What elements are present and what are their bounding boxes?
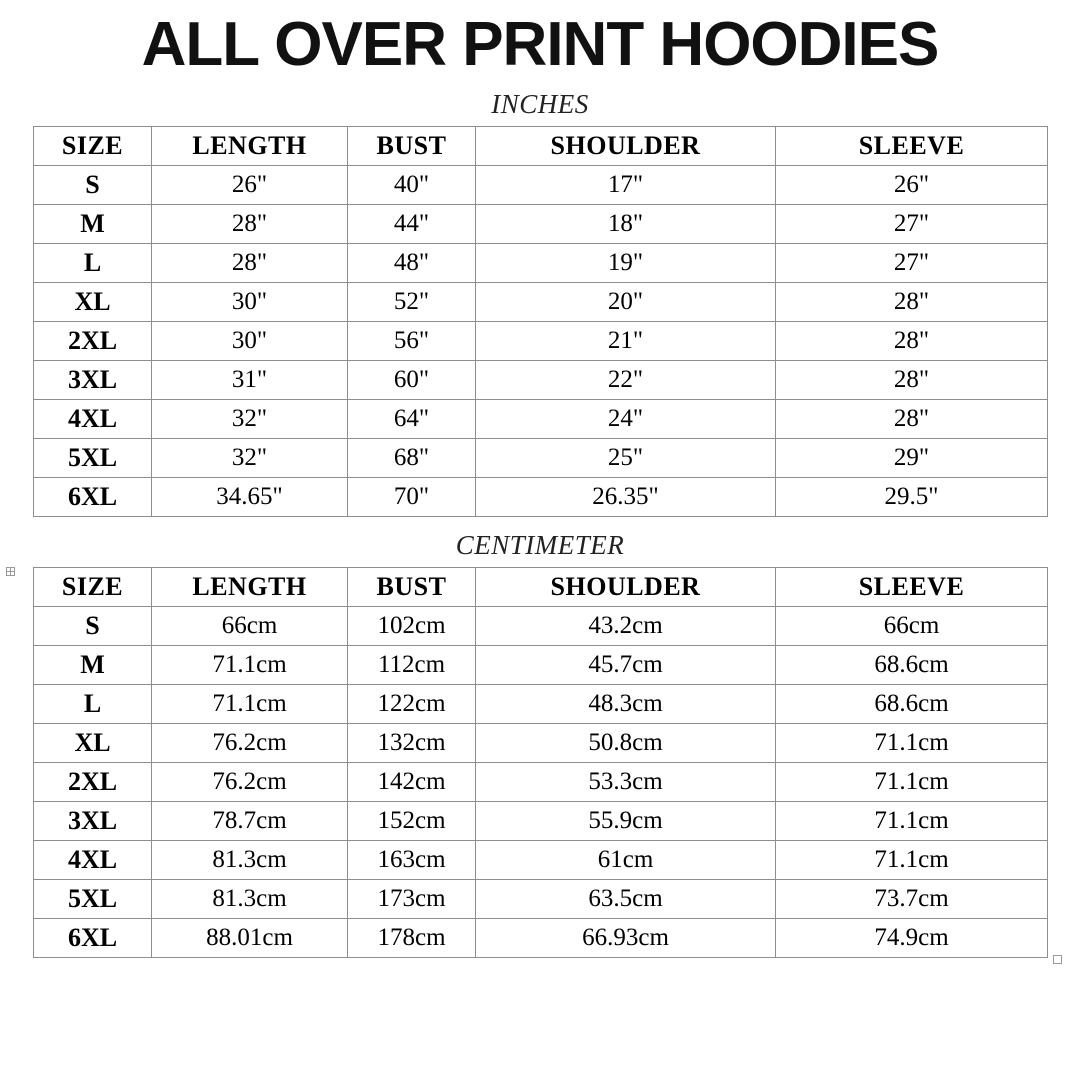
cell-bust: 52" <box>348 283 476 322</box>
cell-length: 71.1cm <box>152 685 348 724</box>
cell-sleeve: 71.1cm <box>776 841 1048 880</box>
table-row <box>34 400 1048 439</box>
cell-size: 2XL <box>34 763 152 802</box>
cell-shoulder: 22" <box>476 361 776 400</box>
column-header-size: SIZE <box>34 127 152 166</box>
table-row <box>34 322 1048 361</box>
cell-size: 6XL <box>34 919 152 958</box>
cell-length: 34.65" <box>152 478 348 517</box>
cell-size: L <box>34 244 152 283</box>
cell-shoulder: 18" <box>476 205 776 244</box>
cell-bust: 163cm <box>348 841 476 880</box>
cell-length: 76.2cm <box>152 763 348 802</box>
table-row <box>34 919 1048 958</box>
page-title: ALL OVER PRINT HOODIES <box>141 10 939 79</box>
table-row <box>34 724 1048 763</box>
table-row <box>34 802 1048 841</box>
column-header-bust: BUST <box>348 568 476 607</box>
cell-shoulder: 17" <box>476 166 776 205</box>
cell-bust: 40" <box>348 166 476 205</box>
cell-length: 78.7cm <box>152 802 348 841</box>
column-header-sleeve: SLEEVE <box>776 127 1048 166</box>
centimeter-size-table <box>33 567 1048 958</box>
table-row <box>34 283 1048 322</box>
cell-sleeve: 74.9cm <box>776 919 1048 958</box>
table-header-row <box>34 127 1048 166</box>
cell-bust: 173cm <box>348 880 476 919</box>
cell-length: 76.2cm <box>152 724 348 763</box>
cell-sleeve: 66cm <box>776 607 1048 646</box>
cell-size: XL <box>34 724 152 763</box>
cell-bust: 112cm <box>348 646 476 685</box>
cell-length: 28" <box>152 244 348 283</box>
cell-size: 4XL <box>34 400 152 439</box>
cell-bust: 102cm <box>348 607 476 646</box>
cell-sleeve: 29.5" <box>776 478 1048 517</box>
column-header-bust: BUST <box>348 127 476 166</box>
unit-label-inches: INCHES <box>491 89 589 119</box>
cell-shoulder: 66.93cm <box>476 919 776 958</box>
cell-bust: 142cm <box>348 763 476 802</box>
cell-length: 32" <box>152 439 348 478</box>
cell-length: 28" <box>152 205 348 244</box>
cell-bust: 152cm <box>348 802 476 841</box>
column-header-shoulder: SHOULDER <box>476 568 776 607</box>
table-row <box>34 439 1048 478</box>
cell-sleeve: 29" <box>776 439 1048 478</box>
cell-length: 88.01cm <box>152 919 348 958</box>
table-row <box>34 166 1048 205</box>
selection-handle-top-left[interactable] <box>6 567 15 576</box>
cell-size: L <box>34 685 152 724</box>
cell-bust: 48" <box>348 244 476 283</box>
cell-length: 32" <box>152 400 348 439</box>
table-row <box>34 361 1048 400</box>
cell-size: S <box>34 166 152 205</box>
cell-length: 31" <box>152 361 348 400</box>
table-row <box>34 646 1048 685</box>
cell-size: 6XL <box>34 478 152 517</box>
cell-shoulder: 61cm <box>476 841 776 880</box>
cell-bust: 56" <box>348 322 476 361</box>
cell-bust: 122cm <box>348 685 476 724</box>
cell-shoulder: 25" <box>476 439 776 478</box>
cell-size: XL <box>34 283 152 322</box>
cell-sleeve: 68.6cm <box>776 646 1048 685</box>
cell-length: 26" <box>152 166 348 205</box>
column-header-length: LENGTH <box>152 127 348 166</box>
cell-shoulder: 24" <box>476 400 776 439</box>
selection-handle-bottom-right[interactable] <box>1053 955 1062 964</box>
unit-label-centimeter: CENTIMETER <box>455 530 625 560</box>
cell-bust: 132cm <box>348 724 476 763</box>
cell-length: 30" <box>152 283 348 322</box>
cell-size: 5XL <box>34 439 152 478</box>
cell-size: 3XL <box>34 361 152 400</box>
cell-sleeve: 28" <box>776 283 1048 322</box>
cell-size: 5XL <box>34 880 152 919</box>
cell-size: M <box>34 205 152 244</box>
centimeter-table-wrap <box>33 567 1047 958</box>
cell-bust: 44" <box>348 205 476 244</box>
column-header-shoulder: SHOULDER <box>476 127 776 166</box>
bottom-whitespace <box>0 958 1080 1078</box>
cell-sleeve: 71.1cm <box>776 724 1048 763</box>
cell-bust: 68" <box>348 439 476 478</box>
table-row <box>34 880 1048 919</box>
cell-bust: 70" <box>348 478 476 517</box>
cell-shoulder: 55.9cm <box>476 802 776 841</box>
cell-shoulder: 43.2cm <box>476 607 776 646</box>
inches-size-table <box>33 126 1048 517</box>
table-row <box>34 763 1048 802</box>
column-header-size: SIZE <box>34 568 152 607</box>
cell-sleeve: 71.1cm <box>776 763 1048 802</box>
cell-shoulder: 19" <box>476 244 776 283</box>
cell-shoulder: 20" <box>476 283 776 322</box>
table-row <box>34 205 1048 244</box>
cell-sleeve: 28" <box>776 361 1048 400</box>
cell-sleeve: 71.1cm <box>776 802 1048 841</box>
cell-shoulder: 48.3cm <box>476 685 776 724</box>
cell-bust: 178cm <box>348 919 476 958</box>
cell-length: 30" <box>152 322 348 361</box>
cell-length: 66cm <box>152 607 348 646</box>
table-row <box>34 607 1048 646</box>
cell-shoulder: 63.5cm <box>476 880 776 919</box>
cell-sleeve: 27" <box>776 244 1048 283</box>
cell-shoulder: 45.7cm <box>476 646 776 685</box>
cell-sleeve: 27" <box>776 205 1048 244</box>
cell-sleeve: 26" <box>776 166 1048 205</box>
cell-sleeve: 28" <box>776 322 1048 361</box>
cell-size: 2XL <box>34 322 152 361</box>
table-row <box>34 244 1048 283</box>
cell-sleeve: 73.7cm <box>776 880 1048 919</box>
cell-length: 71.1cm <box>152 646 348 685</box>
cell-bust: 64" <box>348 400 476 439</box>
cell-size: S <box>34 607 152 646</box>
table-row <box>34 478 1048 517</box>
inches-table-wrap <box>33 126 1047 517</box>
cell-sleeve: 28" <box>776 400 1048 439</box>
cell-shoulder: 53.3cm <box>476 763 776 802</box>
cell-shoulder: 21" <box>476 322 776 361</box>
table-row <box>34 685 1048 724</box>
cell-bust: 60" <box>348 361 476 400</box>
cell-length: 81.3cm <box>152 880 348 919</box>
cell-shoulder: 26.35" <box>476 478 776 517</box>
column-header-length: LENGTH <box>152 568 348 607</box>
cell-sleeve: 68.6cm <box>776 685 1048 724</box>
cell-size: 3XL <box>34 802 152 841</box>
table-header-row <box>34 568 1048 607</box>
column-header-sleeve: SLEEVE <box>776 568 1048 607</box>
cell-shoulder: 50.8cm <box>476 724 776 763</box>
cell-size: M <box>34 646 152 685</box>
table-row <box>34 841 1048 880</box>
cell-length: 81.3cm <box>152 841 348 880</box>
cell-size: 4XL <box>34 841 152 880</box>
